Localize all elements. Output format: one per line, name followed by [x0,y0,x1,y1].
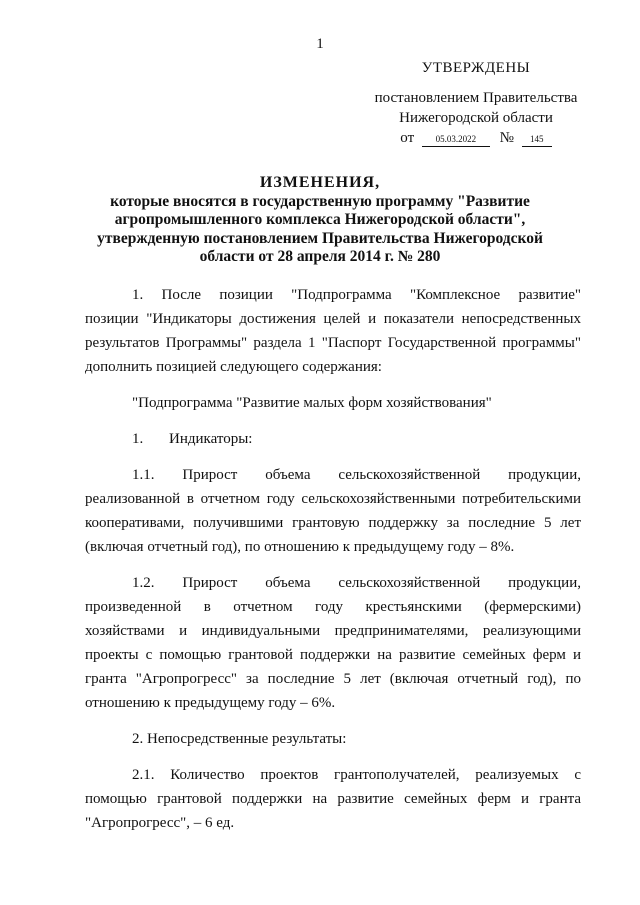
paragraph-2-1 [85,763,581,835]
paragraph-1-1 [85,463,581,559]
indicators-heading [132,427,581,451]
approval-block [372,58,580,148]
paragraph-line: результатов Программы" раздела 1 "Паспорт Государственной программы" [85,335,581,351]
paragraph-line: отношению к предыдущему году – 6%. [85,695,336,711]
title-main: ИЗМЕНЕНИЯ, [259,174,381,191]
page-number: 1 [316,36,324,52]
paragraph-line: кооперативами, получившими грантовую поддержку за последние 5 лет [85,515,581,531]
paragraph-line: гранта "Агропрогресс" за последние 5 лет (включая отчетный год), по [85,671,581,687]
subprogram-line: "Подпрограмма "Развитие малых форм хозяйствования" [132,395,492,411]
paragraph-line: позиции "Индикаторы достижения целей и показатели непосредственных [85,311,581,327]
document-body [85,283,581,835]
decree-number: 145 [522,133,552,147]
indicators-number: 1. [132,431,144,447]
title-line-4: области от 28 апреля 2014 г. № 280 [199,248,441,265]
from-label: от [400,130,415,146]
paragraph-1 [85,283,581,379]
paragraph-line: 1.2. Прирост объема сельскохозяйственной продукции, [132,575,581,591]
approval-line-2: Нижегородской области [399,110,553,126]
paragraph-1-2 [85,571,581,715]
paragraph-line: реализованной в отчетном году сельскохозяйственными потребительскими [85,491,581,507]
paragraph-line: 1.1. Прирост объема сельскохозяйственной продукции, [132,467,581,483]
number-label: № [499,130,514,146]
paragraph-line: произведенной в отчетном году крестьянскими (фермерскими) [85,599,581,615]
paragraph-line: помощью грантовой поддержки на развитие семейных ферм и гранта [85,791,581,807]
approval-heading: УТВЕРЖДЕНЫ [421,60,531,76]
title-line-2: агропромышленного комплекса Нижегородской области", [114,211,526,228]
approval-date-line [372,128,580,148]
document-title [80,174,560,267]
paragraph-line: (включая отчетный год), по отношению к предыдущему году – 8%. [85,539,515,555]
indicators-label: Индикаторы: [169,431,253,447]
title-line-1: которые вносятся в государственную программу "Развитие [110,192,530,210]
paragraph-line: проекты с помощью грантовой поддержки на развитие семейных ферм и [85,647,581,663]
paragraph-line: "Агропрогресс", – 6 ед. [85,815,235,831]
title-line-3: утвержденную постановлением Правительства Нижегородской [97,229,543,247]
approval-line-1: постановлением Правительства [374,90,578,106]
paragraph-line: дополнить позицией следующего содержания: [85,359,382,375]
paragraph-line: 2.1. Количество проектов грантополучателей, реализуемых с [132,767,581,783]
paragraph-line: 1. После позиции "Подпрограмма "Комплексное развитие" [132,287,581,303]
decree-date: 05.03.2022 [422,133,490,147]
paragraph-line: хозяйствами и индивидуальными предпринимателями, реализующими [85,623,581,639]
direct-results-heading: 2. Непосредственные результаты: [132,731,347,747]
